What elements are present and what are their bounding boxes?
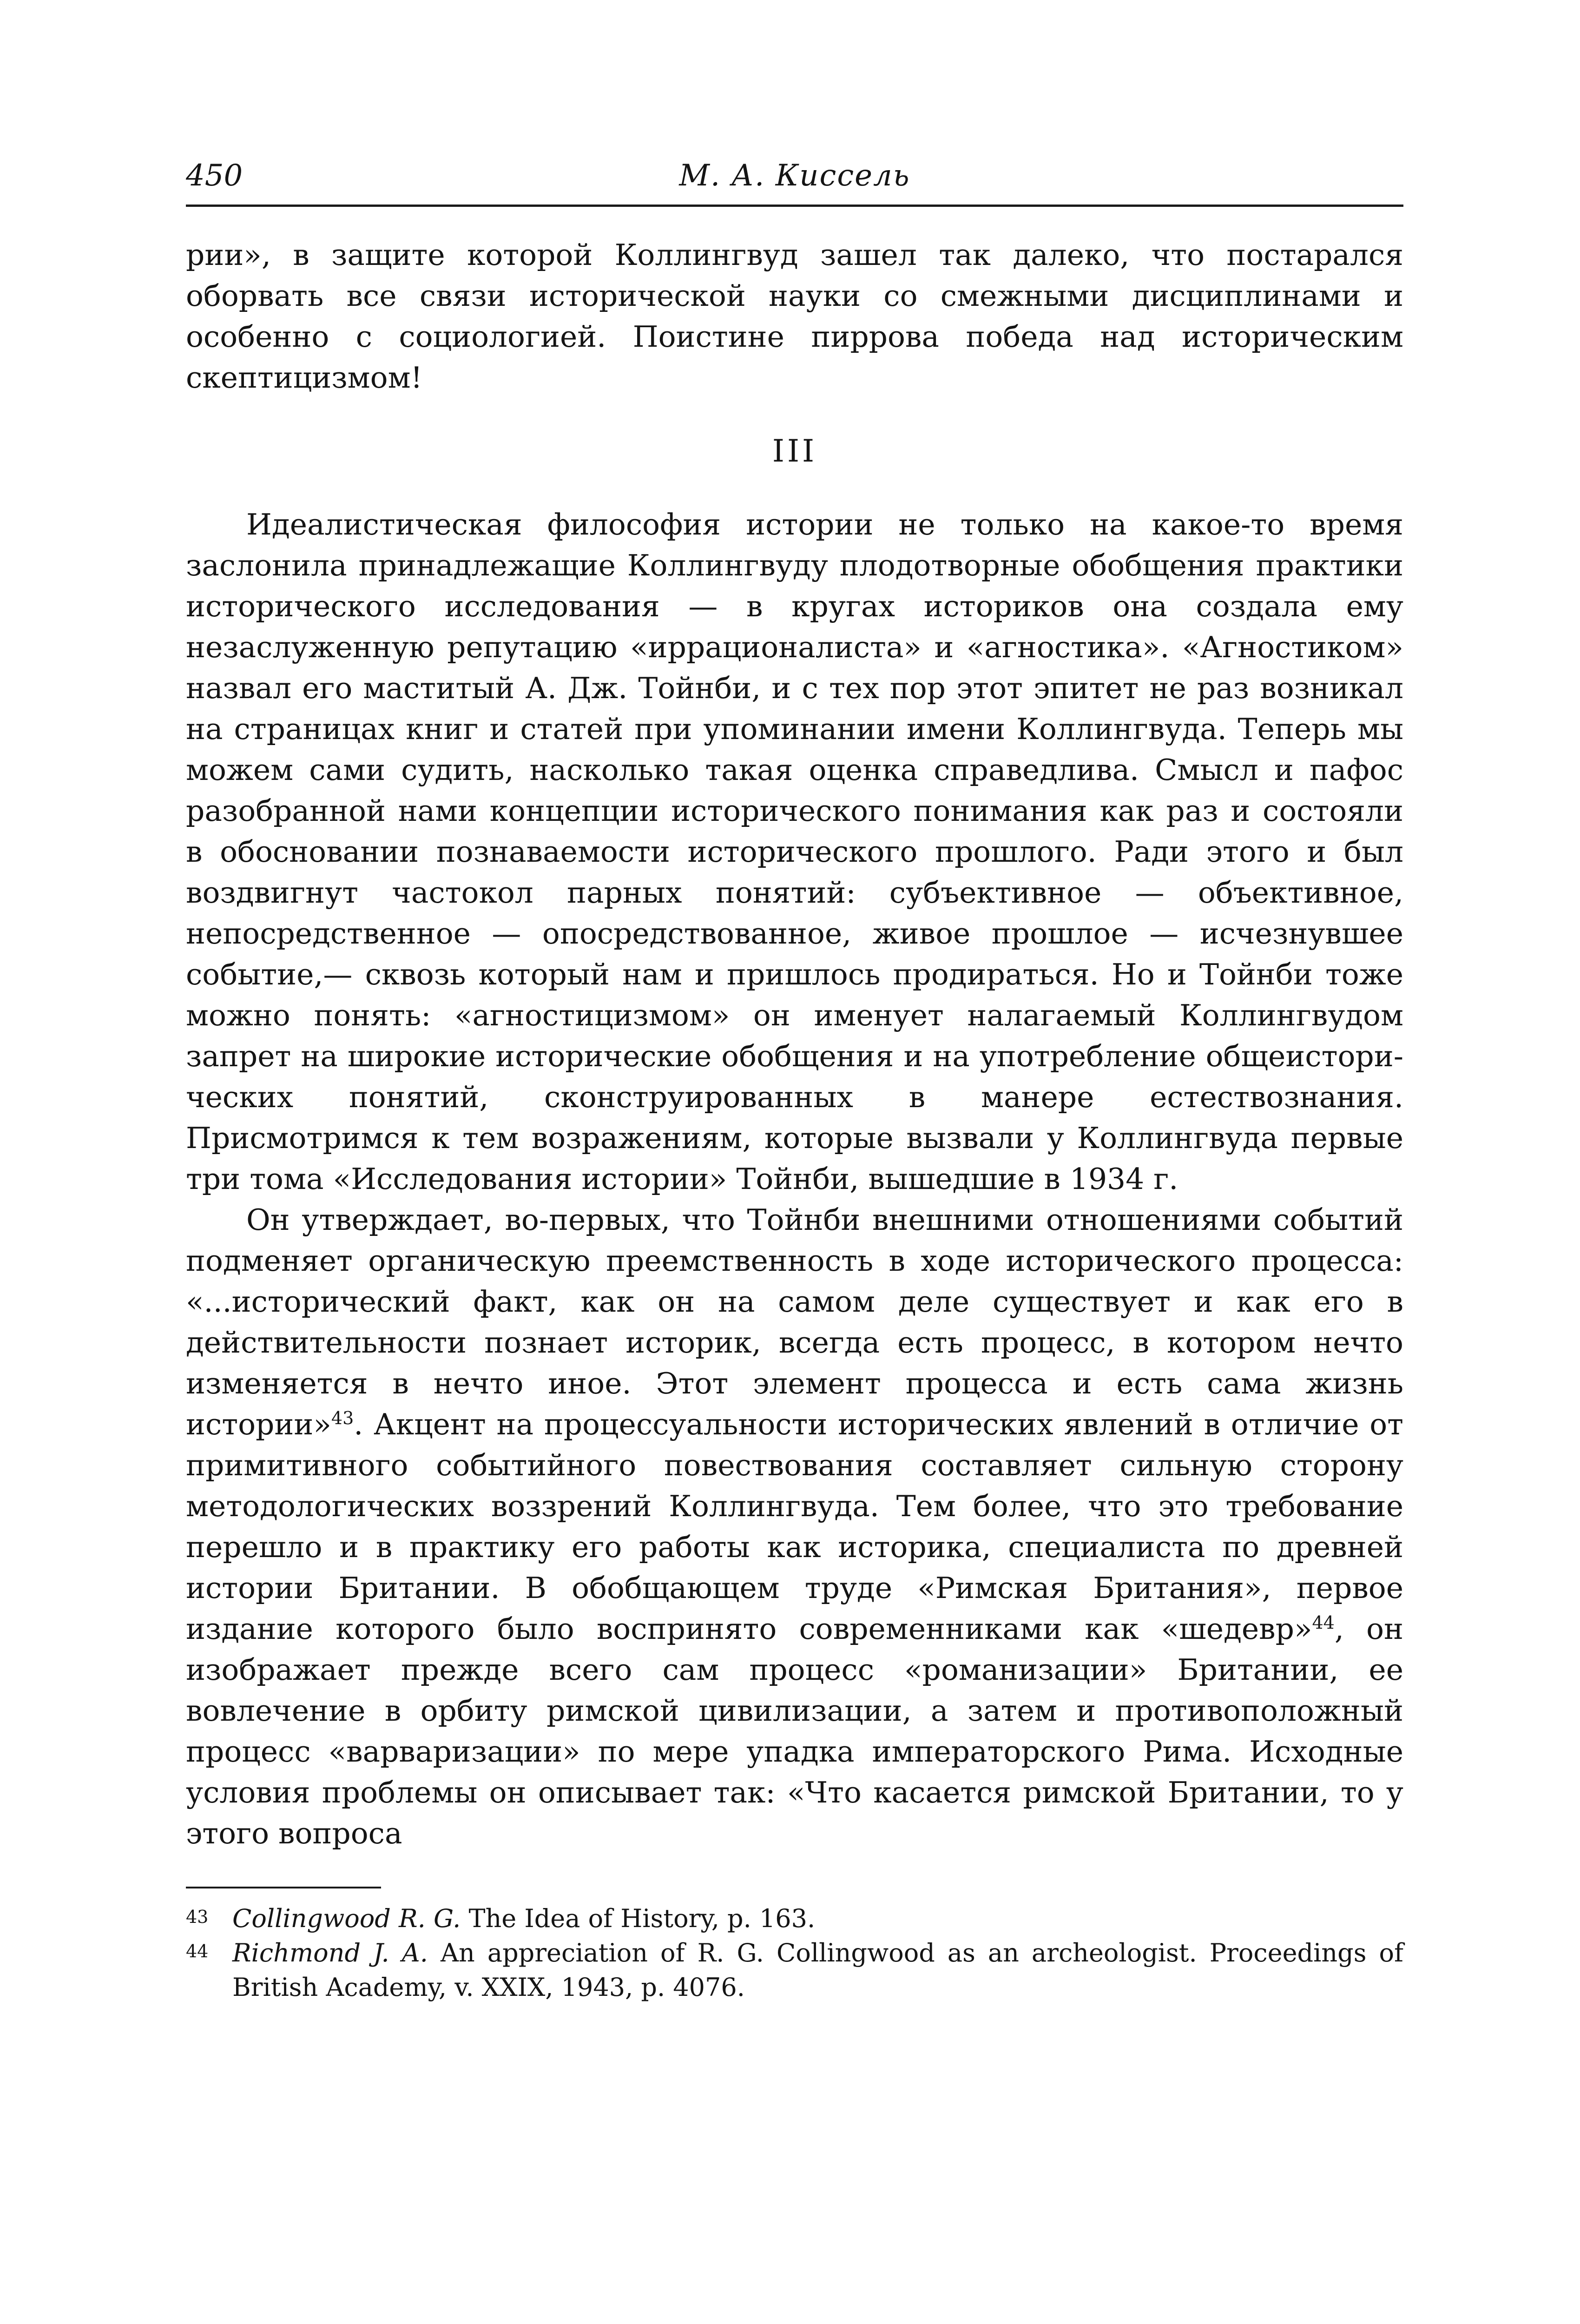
paragraph-2-part-1: Он утверждает, во-первых, что Тойнби внешними отношениями событий подменяет органическую преемственность в ходе исторического процесса: «...исторический факт, как он на самом деле существует и как его в действительности познает историк, всегда есть процесс, в котором нечто изменяется в нечто иное. Этот элемент процесса и есть сама жизнь истории» <box>186 1203 1403 1441</box>
footnote-author: Collingwood R. G. <box>232 1904 461 1933</box>
footnote-ref-44: 44 <box>1312 1612 1335 1633</box>
paragraph-2-part-3: , он изображает прежде всего сам процесс «романизации» Британии, ее вовлечение в орбиту римской цивилизации, а затем и противоположный процесс «варваризации» по мере упадка императорского Рима. Исходные условия проблемы он описывает так: «Что касается римской Британии, то у этого вопроса <box>186 1612 1403 1850</box>
footnote-mark: 44 <box>186 1941 209 1961</box>
footnote-43 <box>186 1901 1403 1936</box>
footnote-mark: 43 <box>186 1907 209 1927</box>
book-page <box>186 153 1403 2005</box>
footnote-ref-43: 43 <box>331 1408 354 1428</box>
footnote-text: An appreciation of R. G. Collingwood as an archeologist. Proceedings of British Academy, v. XXIX, 1943, p. 4076. <box>232 1938 1404 2002</box>
section-heading: III <box>772 433 817 469</box>
running-title: М. А. Киссель <box>679 158 910 193</box>
running-head <box>186 153 1403 205</box>
paragraph-2 <box>186 1200 1403 1854</box>
footnote-rule <box>186 1887 381 1888</box>
paragraph-2-part-2: . Акцент на процессуальности исторических явлений в отличие от примитивного событийного повествования составляет сильную сторону методологических воззрений Коллингвуда. Тем более, что это требование перешло и в практику его работы как историка, специалиста по древней истории Британии. В обобщающем труде «Римская Британия», первое издание которого было воспринято современниками как «шедевр» <box>186 1407 1403 1646</box>
footnote-author: Richmond J. A. <box>232 1938 428 1967</box>
footnote-text: The Idea of History, p. 163. <box>461 1904 816 1933</box>
page-number: 450 <box>186 158 243 193</box>
paragraph-1: Идеалистическая философия истории не только на какое-то время заслонила принадлежащие Коллингвуду плодотворные обобщения практики исторического исследования — в кругах историков она создала ему незаслуженную репутацию «иррационалиста» и «агностика». «Агностиком» назвал его маститый А. Дж. Тойнби, и с тех пор этот эпитет не раз возникал на страницах книг и статей при упоминании имени Коллингвуда. Теперь мы можем сами судить, насколько такая оценка справедлива. Смысл и пафос разобранной нами концепции исторического понимания как раз и состояли в обосновании познаваемости исторического прошлого. Ради этого и был воздвигнут частокол парных понятий: субъективное — объективное, непосредственное — опосредствованное, живое прошлое — исчезнувшее событие,— сквозь который нам и пришлось продираться. Но и Тойнби тоже можно понять: «агностицизмом» он именует налагаемый Коллингвудом запрет на широкие исторические обобщения и на употребление общеисторических понятий, сконструированных в манере естествознания. Присмотримся к тем возражениям, которые вызвали у Коллингвуда первые три тома «Исследования истории» Тойнби, вышедшие в 1934 г. <box>186 508 1403 1196</box>
paragraph-intro: рии», в защите которой Коллингвуд зашел так далеко, что постарался оборвать все связи исторической науки со смежными дисциплинами и особенно с социологией. Поистине пиррова победа над историческим скептицизмом! <box>186 238 1403 395</box>
footnote-44 <box>186 1936 1403 2005</box>
footnotes <box>186 1901 1403 2005</box>
body-text <box>186 235 1403 1854</box>
header-rule <box>186 205 1403 207</box>
